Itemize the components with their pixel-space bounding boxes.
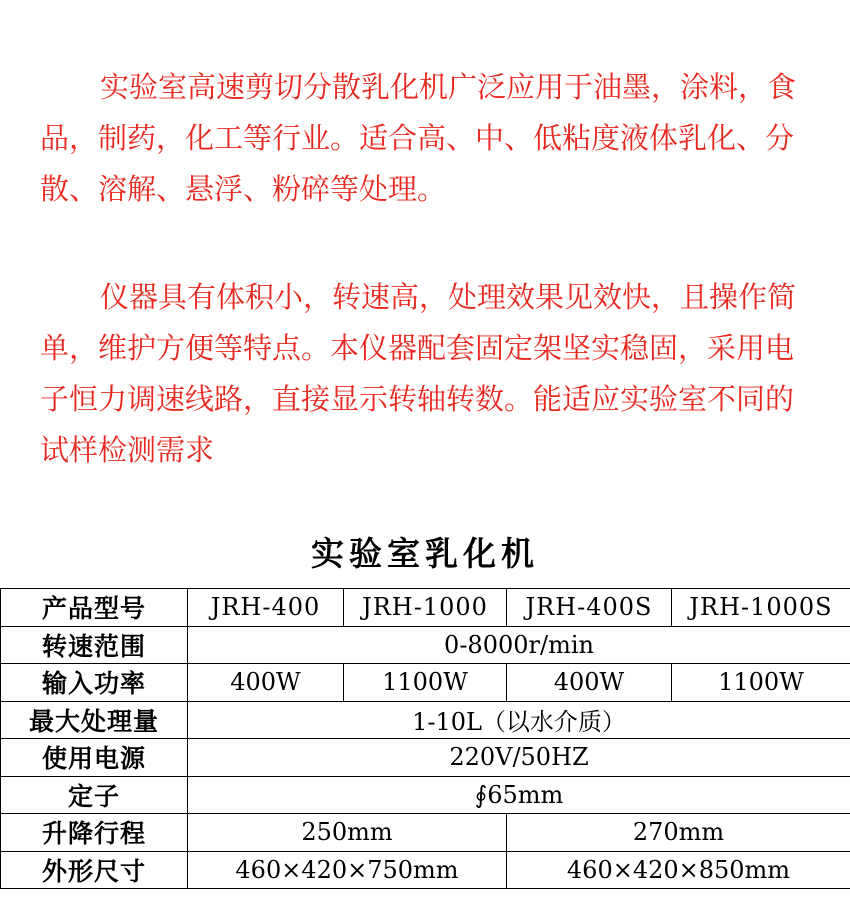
speed-value: 0-8000r/min (188, 626, 850, 664)
power-cell-2: 1100W (344, 664, 507, 702)
row-label-capacity: 最大处理量 (1, 701, 188, 739)
table-row-capacity (1, 701, 850, 739)
power-cell-4: 1100W (672, 664, 850, 702)
table-row-stator (1, 776, 850, 814)
row-label-supply: 使用电源 (1, 739, 188, 777)
table-row-model (1, 589, 850, 627)
power-cell-1: 400W (188, 664, 344, 702)
row-label-model: 产品型号 (1, 589, 188, 627)
model-cell-3: JRH-400S (507, 589, 672, 627)
size-cell-2: 460×420×850mm (507, 851, 850, 889)
capacity-value: 1-10L（以水介质） (188, 701, 850, 739)
intro-paragraph-2: 仪器具有体积小，转速高，处理效果见效快，且操作简单，维护方便等特点。本仪器配套固定架坚实稳固，采用电子恒力调速线路，直接显示转轴转数。能适应实验室不同的试样检测需求 (40, 280, 797, 467)
table-title: 实验室乳化机 (311, 534, 539, 573)
table-row-stroke (1, 814, 850, 852)
stroke-cell-1: 250mm (188, 814, 507, 852)
row-label-power: 输入功率 (1, 664, 188, 702)
row-label-size: 外形尺寸 (1, 851, 188, 889)
table-row-size (1, 851, 850, 889)
row-label-speed: 转速范围 (1, 626, 188, 664)
model-cell-4: JRH-1000S (672, 589, 850, 627)
model-cell-1: JRH-400 (188, 589, 344, 627)
intro-paragraph-1: 实验室高速剪切分散乳化机广泛应用于油墨，涂料，食品，制药，化工等行业。适合高、中、低粘度液体乳化、分散、溶解、悬浮、粉碎等处理。 (40, 70, 797, 206)
row-label-stroke: 升降行程 (1, 814, 188, 852)
table-row-speed (1, 626, 850, 664)
spec-table (0, 588, 850, 889)
supply-value: 220V/50HZ (188, 739, 850, 777)
stator-value: ∮65mm (188, 776, 850, 814)
row-label-stator: 定子 (1, 776, 188, 814)
model-cell-2: JRH-1000 (344, 589, 507, 627)
power-cell-3: 400W (507, 664, 672, 702)
size-cell-1: 460×420×750mm (188, 851, 507, 889)
stroke-cell-2: 270mm (507, 814, 850, 852)
table-row-supply (1, 739, 850, 777)
table-row-power (1, 664, 850, 702)
